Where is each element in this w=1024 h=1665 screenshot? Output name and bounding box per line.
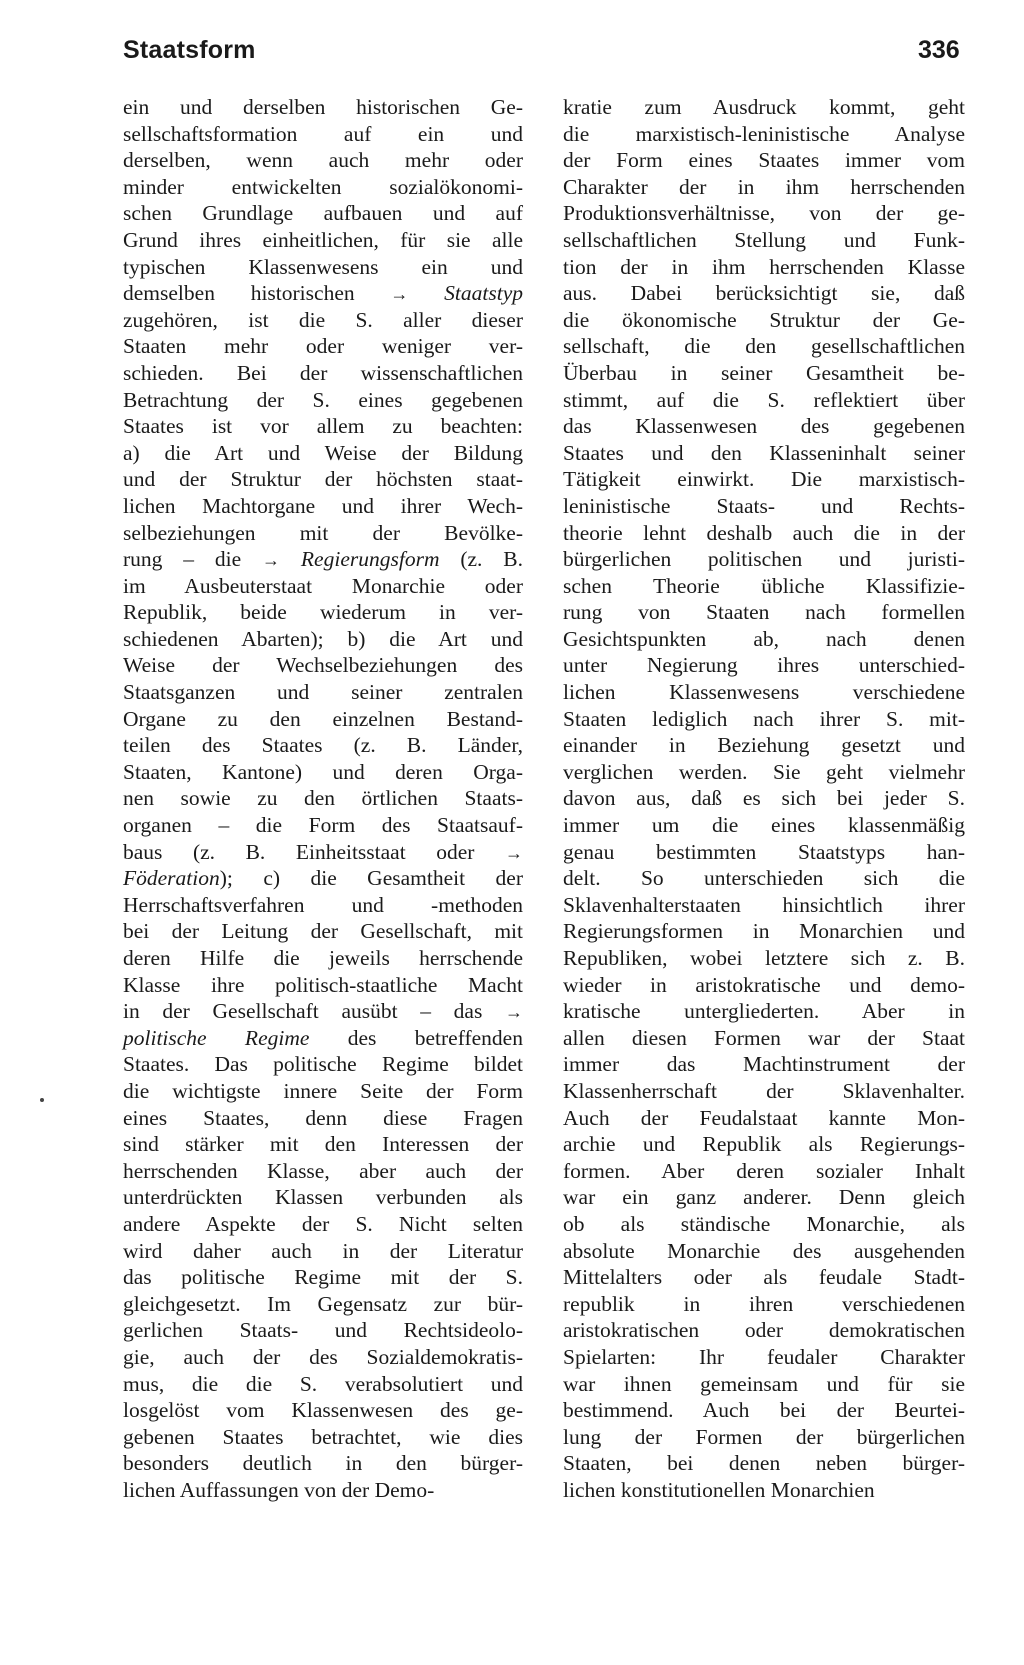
left-column-line (123, 1105, 523, 1132)
text-column-right (563, 94, 965, 1503)
text-segment: theorie lehnt deshalb auch die in der (563, 520, 965, 545)
right-column-line (563, 1184, 965, 1211)
left-column-line (123, 493, 523, 520)
right-column-line (563, 626, 965, 653)
left-column-line (123, 1264, 523, 1291)
text-segment: republik in ihren verschiedenen (563, 1291, 965, 1316)
right-column-line (563, 1131, 965, 1158)
right-column-line (563, 520, 965, 547)
text-segment: Überbau in seiner Gesamtheit be- (563, 360, 965, 385)
left-column-line (123, 892, 523, 919)
left-column-line (123, 1211, 523, 1238)
left-column-line (123, 1291, 523, 1318)
text-segment: typischen Klassenwesens ein und (123, 254, 523, 279)
left-column-line (123, 1051, 523, 1078)
right-column-line (563, 706, 965, 733)
left-column-line (123, 652, 523, 679)
text-segment: bürgerlichen politischen und juristi- (563, 547, 965, 572)
right-column-line (563, 812, 965, 839)
left-column-line (123, 1131, 523, 1158)
text-segment: das politische Regime mit der S. (123, 1265, 523, 1290)
text-segment: des betreffenden (309, 1025, 523, 1050)
text-segment: leninistische Staats- und Rechts- (563, 493, 965, 518)
left-column-line (123, 573, 523, 600)
left-column-line (123, 732, 523, 759)
text-segment: organen – die Form des Staatsauf- (123, 813, 523, 838)
right-column-line (563, 466, 965, 493)
text-segment: mus, die die S. verabsolutiert und (123, 1371, 523, 1396)
text-segment: Staaten mehr oder weniger ver- (123, 334, 523, 359)
left-column-line (123, 520, 523, 547)
text-segment: verglichen werden. Sie geht vielmehr (563, 759, 965, 784)
text-segment: Staates ist vor allem zu beachten: (123, 414, 523, 439)
text-segment: absolute Monarchie des ausgehenden (563, 1238, 965, 1263)
text-segment: allen diesen Formen war der Staat (563, 1025, 965, 1050)
text-segment: Charakter der in ihm herrschenden (563, 174, 965, 199)
left-column-line (123, 998, 523, 1025)
text-segment: schieden. Bei der wissenschaftlichen (123, 360, 523, 385)
left-column-line (123, 1025, 523, 1052)
text-segment: zugehören, ist die S. aller dieser (123, 307, 523, 332)
right-column-line (563, 1211, 965, 1238)
right-column-line (563, 785, 965, 812)
text-segment: Herrschaftsverfahren und -methoden (123, 892, 523, 917)
right-column-line (563, 307, 965, 334)
right-column-line (563, 1450, 965, 1477)
text-segment: Klassenherrschaft der Sklavenhalter. (563, 1078, 965, 1103)
right-column-line (563, 1317, 965, 1344)
text-segment: lichen Machtorgane und ihrer Wech- (123, 493, 523, 518)
text-segment: derselben, wenn auch mehr oder (123, 148, 523, 173)
text-segment: Gesichtspunkten ab, nach denen (563, 626, 965, 651)
text-segment: Produktionsverhältnisse, von der ge- (563, 201, 965, 226)
text-segment: sellschaftlichen Stellung und Funk- (563, 227, 965, 252)
left-column-line (123, 706, 523, 733)
text-segment: minder entwickelten sozialökonomi- (123, 174, 523, 199)
right-column-line (563, 839, 965, 866)
right-column-line (563, 1371, 965, 1398)
text-segment: Organe zu den einzelnen Bestand- (123, 706, 523, 731)
text-segment: die marxistisch-leninistische Analyse (563, 121, 965, 146)
right-column-line (563, 546, 965, 573)
text-segment: ein und derselben historischen Ge- (123, 95, 523, 119)
right-column-line (563, 493, 965, 520)
right-column-line (563, 972, 965, 999)
text-segment: formen. Aber deren sozialer Inhalt (563, 1158, 965, 1183)
text-segment: selbeziehungen mit der Bevölke- (123, 520, 523, 545)
right-column-line (563, 573, 965, 600)
text-segment: ); c) die Gesamtheit der (219, 866, 523, 891)
right-column-line (563, 387, 965, 414)
left-column-line (123, 1317, 523, 1344)
right-column-line (563, 599, 965, 626)
text-segment: gleichgesetzt. Im Gegensatz zur bür- (123, 1291, 523, 1316)
text-segment: lichen Klassenwesens verschiedene (563, 680, 965, 705)
text-segment (280, 547, 301, 571)
left-column-line (123, 972, 523, 999)
cross-reference-term: Regierungsform (300, 547, 440, 572)
right-column-line (563, 998, 965, 1025)
text-segment: sellschaft, die den gesellschaftlichen (563, 334, 965, 359)
right-column-line (563, 413, 965, 440)
text-segment: schen Grundlage aufbauen und auf (123, 201, 523, 226)
right-column-line (563, 1291, 965, 1318)
left-column-line (123, 1184, 523, 1211)
left-column-line (123, 1450, 523, 1477)
text-segment: archie und Republik als Regierungs- (563, 1132, 965, 1157)
right-column-line (563, 759, 965, 786)
text-segment: Auch der Feudalstaat kannte Mon- (563, 1105, 965, 1130)
left-column-line (123, 121, 523, 148)
left-column-line (123, 1397, 523, 1424)
text-segment: unter Negierung ihres unterschied- (563, 653, 965, 678)
left-column-line (123, 1238, 523, 1265)
right-column-line (563, 732, 965, 759)
left-column-line (123, 1078, 523, 1105)
left-column-line (123, 546, 523, 573)
text-segment: aristokratischen oder demokratischen (563, 1318, 965, 1343)
right-arrow-icon: → (262, 550, 281, 571)
right-column-line (563, 360, 965, 387)
text-segment: Spielarten: Ihr feudaler Charakter (563, 1344, 965, 1369)
left-column-line (123, 599, 523, 626)
left-column-line (123, 387, 523, 414)
text-segment: in der Gesellschaft ausübt – das (123, 999, 505, 1024)
text-segment: sellschaftsformation auf ein und (123, 121, 523, 146)
text-segment: schiedenen Abarten); b) die Art und (123, 626, 523, 651)
left-column-line (123, 1371, 523, 1398)
text-segment: Staatsganzen und seiner zentralen (123, 680, 523, 705)
left-column-line (123, 1477, 523, 1504)
right-arrow-icon: → (390, 284, 409, 305)
left-column-line (123, 360, 523, 387)
right-column-line (563, 652, 965, 679)
left-column-line (123, 440, 523, 467)
left-column-line (123, 812, 523, 839)
margin-speck (40, 1098, 44, 1102)
right-column-line (563, 333, 965, 360)
text-segment: teilen des Staates (z. B. Länder, (123, 733, 523, 758)
text-segment: die ökonomische Struktur der Ge- (563, 307, 965, 332)
left-column-line (123, 174, 523, 201)
page-number: 336 (918, 36, 960, 64)
left-column-line (123, 147, 523, 174)
text-segment: nen sowie zu den örtlichen Staats- (123, 786, 523, 811)
right-column-line (563, 440, 965, 467)
right-column-line (563, 1424, 965, 1451)
text-segment: Mittelalters oder als feudale Stadt- (563, 1265, 965, 1290)
right-column-line (563, 280, 965, 307)
right-column-line (563, 1105, 965, 1132)
text-segment: wird daher auch in der Literatur (123, 1238, 523, 1263)
left-column-line (123, 413, 523, 440)
right-arrow-icon: → (505, 842, 523, 863)
text-segment: tion der in ihm herrschenden Klasse (563, 254, 965, 279)
text-segment: Republik, beide wiederum in ver- (123, 600, 523, 625)
right-column-line (563, 174, 965, 201)
text-segment: immer um die eines klassenmäßig (563, 813, 965, 838)
right-column-line (563, 918, 965, 945)
left-column-line (123, 918, 523, 945)
left-column-line (123, 1344, 523, 1371)
cross-reference-term: politische Regime (123, 1025, 310, 1050)
text-segment: gebenen Staates betrachtet, wie dies (123, 1424, 523, 1449)
right-column-line (563, 94, 965, 121)
text-segment: Klasse ihre politisch-staatliche Macht (123, 972, 523, 997)
right-column-line (563, 865, 965, 892)
text-segment: stimmt, auf die S. reflektiert über (563, 387, 965, 412)
text-segment: losgelöst vom Klassenwesen des ge- (123, 1398, 523, 1423)
right-column-line (563, 892, 965, 919)
right-column-line (563, 1025, 965, 1052)
right-column-line (563, 1264, 965, 1291)
text-segment: rung von Staaten nach formellen (563, 600, 965, 625)
cross-reference-term: Föderation (123, 866, 220, 891)
text-segment: genau bestimmten Staatstyps han- (563, 839, 965, 864)
text-segment: Weise der Wechselbeziehungen des (123, 653, 523, 678)
text-segment: lichen Auffassungen von der Demo- (123, 1477, 435, 1502)
text-segment: im Ausbeuterstaat Monarchie oder (123, 573, 523, 598)
right-column-line (563, 254, 965, 281)
right-column-line (563, 147, 965, 174)
text-column-left (123, 94, 523, 1503)
running-header-title: Staatsform (123, 36, 256, 64)
left-column-line (123, 333, 523, 360)
left-column-line (123, 759, 523, 786)
right-column-line (563, 121, 965, 148)
text-segment: lung der Formen der bürgerlichen (563, 1424, 965, 1449)
right-column-line (563, 945, 965, 972)
text-segment: die wichtigste innere Seite der Form (123, 1078, 523, 1103)
left-column-line (123, 865, 523, 892)
text-segment: Betrachtung der S. eines gegebenen (123, 387, 523, 412)
text-segment: Republiken, wobei letztere sich z. B. (563, 946, 965, 970)
text-segment: Sklavenhalterstaaten hinsichtlich ihrer (563, 892, 965, 917)
left-column-line (123, 1158, 523, 1185)
text-segment: andere Aspekte der S. Nicht selten (123, 1211, 523, 1236)
right-column-line (563, 200, 965, 227)
left-column-line (123, 227, 523, 254)
text-segment: Tätigkeit einwirkt. Die marxistisch- (563, 467, 965, 492)
text-segment: immer das Machtinstrument der (563, 1052, 965, 1077)
text-segment: eines Staates, denn diese Fragen (123, 1105, 523, 1130)
text-segment: lichen konstitutionellen Monarchien (563, 1477, 875, 1502)
text-segment: ob als ständische Monarchie, als (563, 1211, 965, 1236)
left-column-line (123, 945, 523, 972)
text-segment: war ihnen gemeinsam und für sie (563, 1371, 965, 1396)
text-segment: Staaten, Kantone) und deren Orga- (123, 759, 523, 784)
text-segment: baus (z. B. Einheitsstaat oder (123, 839, 505, 864)
left-column-line (123, 280, 523, 307)
text-segment: bestimmend. Auch bei der Beurtei- (563, 1398, 965, 1423)
text-segment: delt. So unterschieden sich die (563, 866, 965, 891)
text-segment: gie, auch der des Sozialdemokratis- (123, 1344, 523, 1369)
text-segment: kratie zum Ausdruck kommt, geht (563, 95, 965, 119)
left-column-line (123, 679, 523, 706)
text-segment: war ein ganz anderer. Denn gleich (563, 1185, 965, 1210)
right-column-line (563, 1477, 965, 1504)
text-segment: schen Theorie übliche Klassifizie- (563, 573, 965, 598)
text-segment: bei der Leitung der Gesellschaft, mit (123, 919, 523, 944)
text-segment: Staaten lediglich nach ihrer S. mit- (563, 706, 965, 731)
left-column-line (123, 839, 523, 866)
text-segment: Staates. Das politische Regime bildet (123, 1052, 523, 1077)
text-segment: der Form eines Staates immer vom (563, 148, 965, 173)
text-segment: demselben historischen (123, 281, 391, 306)
left-column-line (123, 626, 523, 653)
text-segment: Grund ihres einheitlichen, für sie alle (123, 227, 523, 252)
right-column-line (563, 679, 965, 706)
left-column-line (123, 466, 523, 493)
text-segment: wieder in aristokratische und demo- (563, 972, 965, 997)
cross-reference-term: Staatstyp (444, 281, 524, 306)
left-column-line (123, 94, 523, 121)
text-segment: Regierungsformen in Monarchien und (563, 919, 965, 944)
right-column-line (563, 227, 965, 254)
text-segment (408, 281, 444, 305)
text-segment: einander in Beziehung gesetzt und (563, 733, 965, 758)
right-column-line (563, 1238, 965, 1265)
text-segment: besonders deutlich in den bürger- (123, 1451, 523, 1476)
right-arrow-icon: → (505, 1002, 523, 1023)
text-segment: (z. B. (439, 547, 524, 572)
right-column-line (563, 1344, 965, 1371)
left-column-line (123, 254, 523, 281)
left-column-line (123, 1424, 523, 1451)
left-column-line (123, 307, 523, 334)
text-segment: kratische untergliederten. Aber in (563, 999, 965, 1024)
text-segment: gerlichen Staats- und Rechtsideolo- (123, 1318, 523, 1343)
right-column-line (563, 1158, 965, 1185)
text-segment: sind stärker mit den Interessen der (123, 1132, 523, 1157)
text-segment: herrschenden Klasse, aber auch der (123, 1158, 523, 1183)
text-segment: deren Hilfe die jeweils herrschende (123, 946, 523, 970)
right-column-line (563, 1397, 965, 1424)
text-segment: Staates und den Klasseninhalt seiner (563, 440, 965, 465)
text-segment: das Klassenwesen des gegebenen (563, 414, 965, 439)
left-column-line (123, 200, 523, 227)
text-segment: und der Struktur der höchsten staat- (123, 467, 523, 492)
text-segment: davon aus, daß es sich bei jeder S. (563, 786, 965, 811)
text-segment: a) die Art und Weise der Bildung (123, 440, 523, 465)
text-segment: unterdrückten Klassen verbunden als (123, 1185, 523, 1210)
left-column-line (123, 785, 523, 812)
text-segment: aus. Dabei berücksichtigt sie, daß (563, 281, 965, 306)
right-column-line (563, 1051, 965, 1078)
right-column-line (563, 1078, 965, 1105)
text-segment: Staaten, bei denen neben bürger- (563, 1451, 965, 1476)
text-segment: rung – die (123, 547, 263, 572)
